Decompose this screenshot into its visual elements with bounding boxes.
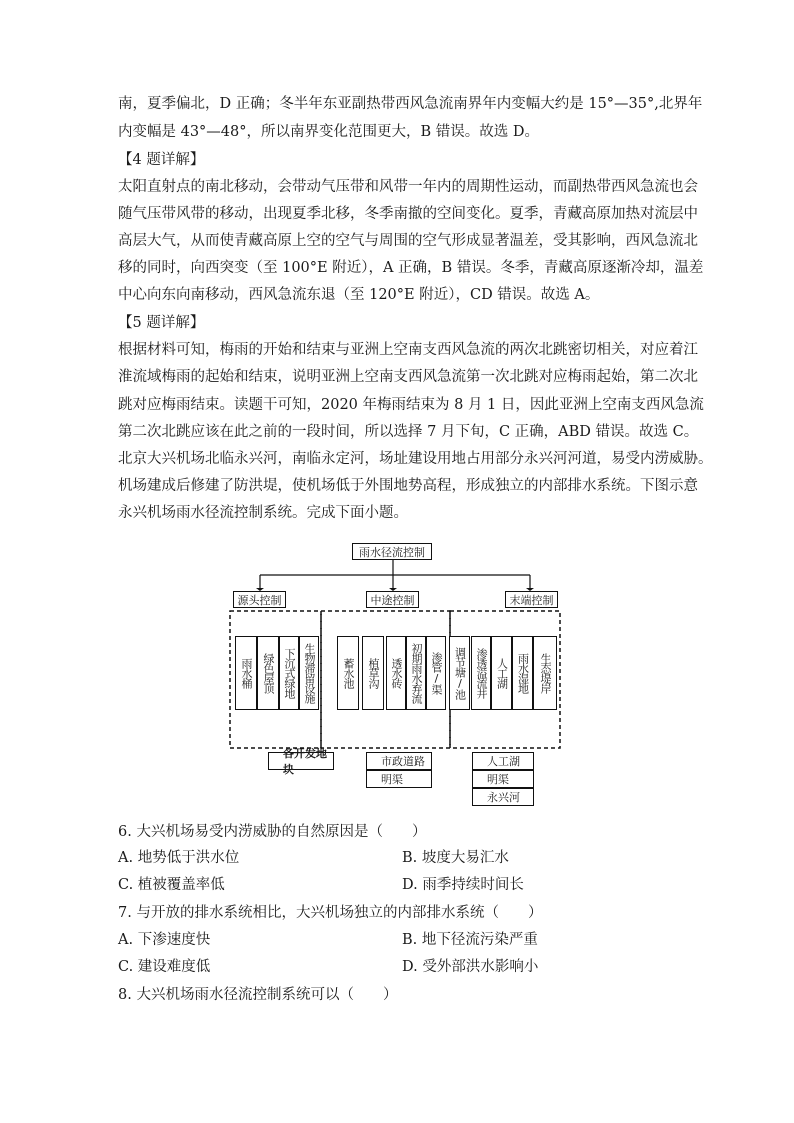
bottom-mid-item: 市政道路 — [366, 752, 432, 770]
question-option: B. 地下径流污染严重 — [402, 932, 538, 948]
diagram-cell: 生物滞留设施 — [299, 636, 319, 710]
paragraph-line: 跳对应梅雨结束。读题干可知，2020 年梅雨结束为 8 月 1 日，因此亚洲上空南支西风急流 — [118, 397, 704, 413]
diagram-cell: 绿色屋顶 — [257, 636, 279, 710]
bottom-mid-item: 明渠 — [366, 770, 432, 788]
paragraph-line: 南，夏季偏北，D 正确；冬半年东亚副热带西风急流南界年内变幅大约是 15°—35°,北界年 — [118, 96, 703, 112]
diagram-cell: 蓄水池 — [337, 636, 359, 710]
question-option: C. 建设难度低 — [118, 959, 211, 975]
group-end-control: 末端控制 — [505, 591, 558, 608]
paragraph-line: 内变幅是 43°—48°，所以南界变化范围更大，B 错误。故选 D。 — [118, 124, 540, 140]
paragraph-line: 淮流域梅雨的起始和结束，说明亚洲上空南支西风急流第一次北跳对应梅雨起始，第二次北 — [118, 369, 698, 385]
question-option: B. 坡度大易汇水 — [402, 850, 509, 866]
paragraph-line: 高层大气，从而使青藏高原上空的空气与周围的空气形成显著温差，受其影响，西风急流北 — [118, 233, 698, 249]
paragraph-line: 随气压带风带的移动，出现夏季北移，冬季南撤的空间变化。夏季，青藏高原加热对流层中 — [118, 206, 698, 222]
diagram-cell: 调节塘/池 — [449, 636, 470, 710]
group-midway-control: 中途控制 — [366, 591, 419, 608]
diagram-cell: 植草沟 — [362, 636, 384, 710]
bottom-right-item: 永兴河 — [472, 788, 534, 806]
diagram-root: 雨水径流控制 — [352, 543, 432, 560]
paragraph-line: 机场建成后修建了防洪堤，使机场低于外围地势高程，形成独立的内部排水系统。下图示意 — [118, 478, 698, 494]
diagram-cell: 初期雨水弃流 — [406, 636, 426, 710]
paragraph-line: 移的同时，向西突变（至 100°E 附近），A 正确，B 错误。冬季，青藏高原逐渐冷却，温差 — [118, 260, 704, 276]
paragraph-line: 北京大兴机场北临永兴河，南临永定河，场址建设用地占用部分永兴河河道，易受内涝威胁。 — [118, 451, 713, 467]
paragraph-line: 中心向东向南移动，西风急流东退（至 120°E 附近），CD 错误。故选 A。 — [118, 287, 600, 303]
question-option: A. 地势低于洪水位 — [118, 850, 240, 866]
paragraph-line: 根据材料可知，梅雨的开始和结束与亚洲上空南支西风急流的两次北跳密切相关，对应着江 — [118, 342, 698, 358]
bottom-right-item: 明渠 — [472, 770, 534, 788]
question-option: D. 受外部洪水影响小 — [402, 959, 539, 975]
section-heading: 【5 题详解】 — [118, 315, 205, 331]
paragraph-line: 太阳直射点的南北移动，会带动气压带和风带一年内的周期性运动，而副热带西风急流也会 — [118, 179, 698, 195]
diagram-cell: 渗透溢流井 — [471, 636, 491, 710]
diagram-cell: 下沉式绿地 — [279, 636, 299, 710]
question-stem: 8. 大兴机场雨水径流控制系统可以（ ） — [118, 987, 398, 1003]
question-stem: 7. 与开放的排水系统相比，大兴机场独立的内部排水系统（ ） — [118, 905, 543, 921]
bottom-right-item: 人工湖 — [472, 752, 534, 770]
question-stem: 6. 大兴机场易受内涝威胁的自然原因是（ ） — [118, 824, 427, 840]
bottom-left-item: 各开发地块 — [268, 752, 334, 770]
diagram-cell: 雨水桶 — [235, 636, 257, 710]
diagram-cell: 人工湖 — [491, 636, 512, 710]
paragraph-line: 永兴机场雨水径流控制系统。完成下面小题。 — [118, 505, 408, 521]
question-option: A. 下渗速度快 — [118, 932, 211, 948]
diagram-cell: 透水砖 — [386, 636, 406, 710]
diagram-cell: 生态堤岸 — [533, 636, 557, 710]
group-source-control: 源头控制 — [233, 591, 286, 608]
section-heading: 【4 题详解】 — [118, 152, 205, 168]
diagram-cell: 渗管/渠 — [426, 636, 446, 710]
paragraph-line: 第二次北跳应该在此之前的一段时间，所以选择 7 月下旬，C 正确，ABD 错误。故选 C。 — [118, 424, 699, 440]
question-option: C. 植被覆盖率低 — [118, 877, 225, 893]
question-option: D. 雨季持续时间长 — [402, 877, 524, 893]
diagram-cell: 雨水湿地 — [512, 636, 533, 710]
